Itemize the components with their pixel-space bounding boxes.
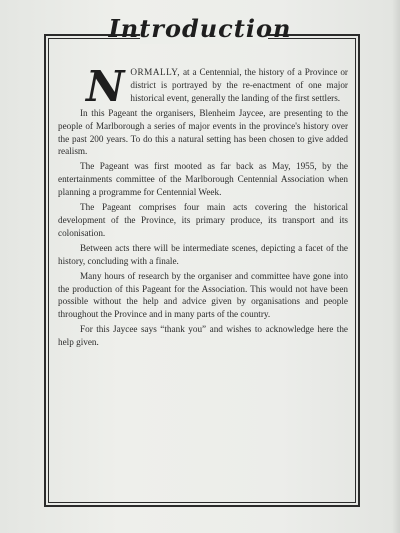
paragraph-research: Many hours of research by the organiser and committee have gone into the production of this Pageant for the Association. This would not have been possible without the help and advice given by organisations and people throughout the Province and in many parts of the country. (58, 270, 348, 320)
paragraph-organisers: In this Pageant the organisers, Blenheim Jaycee, are presenting to the people of Marlborough a series of major events in the province's history over the past 200 years. To do this a natural setting has been chosen to give added realism. (58, 107, 348, 157)
page-edge-shadow (392, 0, 400, 533)
lead-paragraph-text: at a Centennial, the history of a Province or district is portrayed by the re-enactment of one major historical event, generally the landing of the first settlers. (130, 67, 348, 103)
paragraph-intermediate-scenes: Between acts there will be intermediate scenes, depicting a facet of the history, concluding with a finale. (58, 242, 348, 266)
drop-cap-letter: N (86, 62, 125, 111)
paragraph-first-mooted: The Pageant was first mooted as far back as May, 1955, by the entertainments committee of the Marlborough Centennial Association when planning a programme for Centennial Week. (58, 161, 348, 198)
introduction-body (58, 62, 348, 351)
paragraph-four-acts: The Pageant comprises four main acts covering the historical development of the Province, its primary produce, its transport and its colonisation. (58, 202, 348, 238)
paragraph-thank-you: For this Jaycee says “thank you” and wishes to acknowledge here the help given. (58, 324, 348, 348)
lead-caps-text: ORMALLY, (130, 67, 181, 77)
page-title: Introduction (108, 14, 292, 43)
lead-paragraph (58, 62, 348, 111)
